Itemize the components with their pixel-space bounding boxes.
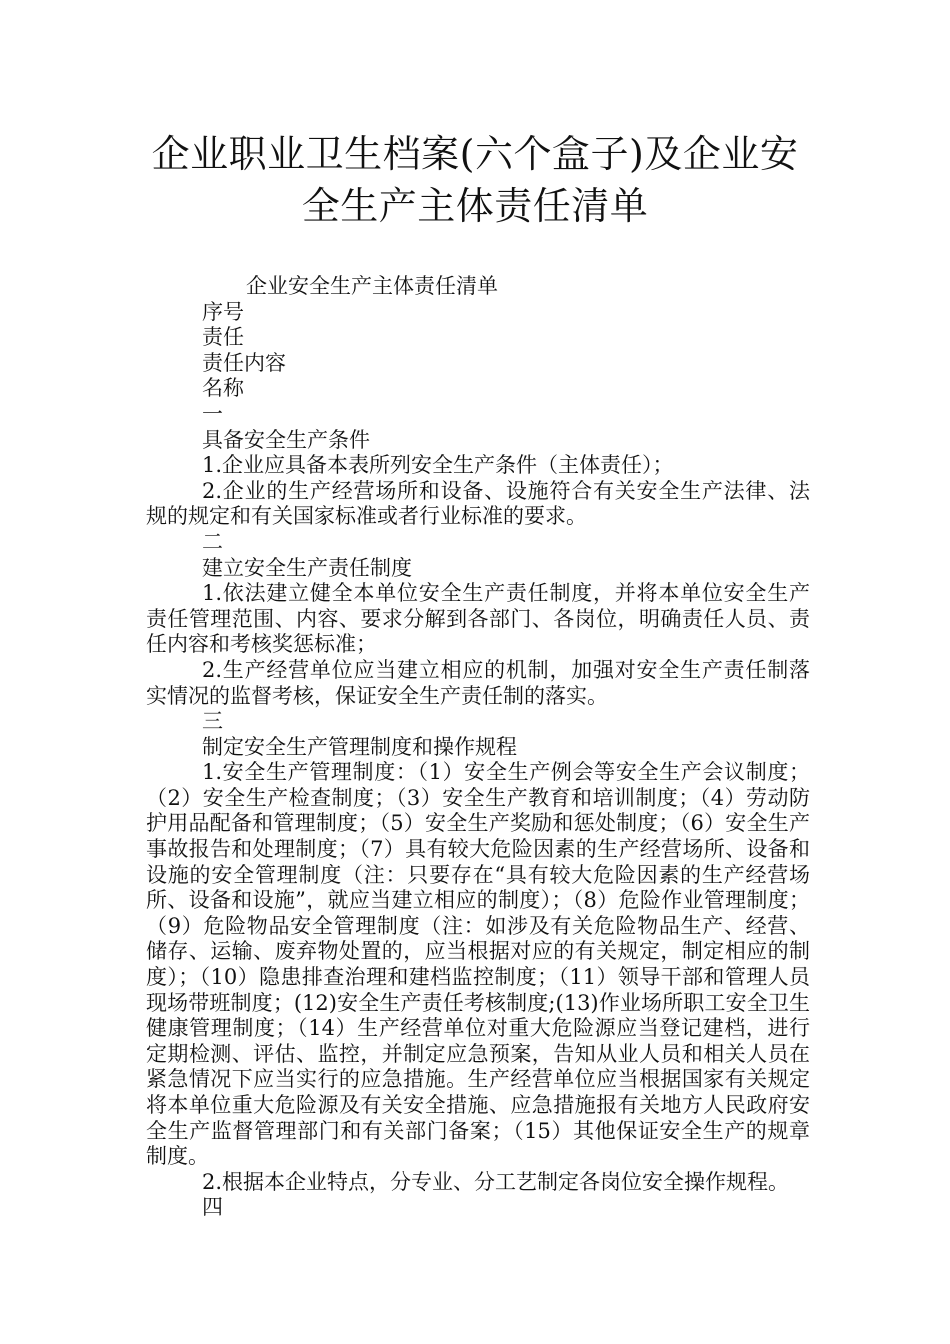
section-item: 1.安全生产管理制度：（1）安全生产例会等安全生产会议制度；（2）安全生产检查制度；（3）安全生产教育和培训制度；（4）劳动防护用品配备和管理制度；（5）安全生产奖励和惩处制度；（6）安全生产事故报告和处理制度；（7）具有较大危险因素的生产经营场所、设备和设施的安全管理制度（注：只要存在“具有较大危险因素的生产经营场所、设备和设施”，就应当建立相应的制度）；（8）危险作业管理制度；（9）危险物品安全管理制度（注：如涉及有关危险物品生产、经营、储存、运输、废弃物处置的，应当根据对应的有关规定，制定相应的制度）；（10）隐患排查治理和建档监控制度；（11）领导干部和管理人员现场带班制度；(12)安全生产责任考核制度;(13)作业场所职工安全卫生健康管理制度；（14）生产经营单位对重大危险源应当登记建档，进行定期检测、评估、监控，并制定应急预案，告知从业人员和相关人员在紧急情况下应当实行的应急措施。生产经营单位应当根据国家有关规定将本单位重大危险源及有关安全措施、应急措施报有关地方人民政府安全生产监督管理部门和有关部门备案；（15）其他保证安全生产的规章制度。: [146, 760, 810, 1169]
header-cell-name: 名称: [202, 376, 244, 401]
header-cell-serial: 序号: [202, 299, 244, 324]
section-name: 具备安全生产条件: [202, 427, 370, 452]
section-number: 四: [202, 1195, 223, 1220]
section-name: 建立安全生产责任制度: [202, 555, 412, 580]
section-item: 2.生产经营单位应当建立相应的机制，加强对安全生产责任制落实情况的监督考核，保证安全生产责任制的落实。: [146, 657, 810, 708]
document-title: 企业职业卫生档案(六个盒子)及企业安全生产主体责任清单: [151, 132, 799, 228]
section-item: 1.企业应具备本表所列安全生产条件（主体责任）；: [202, 453, 674, 478]
document-body: [146, 274, 810, 1221]
section-number: 三: [202, 709, 223, 734]
section-number: 二: [202, 529, 223, 554]
section-name: 制定安全生产管理制度和操作规程: [202, 734, 517, 759]
section-item: 1.依法建立健全本单位安全生产责任制度，并将本单位安全生产责任管理范围、内容、要求分解到各部门、各岗位，明确责任人员、责任内容和考核奖惩标准；: [146, 581, 810, 657]
section-number: 一: [202, 401, 223, 426]
header-cell-content: 责任内容: [202, 350, 286, 375]
header-cell-responsibility: 责任: [202, 325, 244, 350]
section-item: 2.根据本企业特点，分专业、分工艺制定各岗位安全操作规程。: [202, 1169, 790, 1194]
list-title: 企业安全生产主体责任清单: [246, 274, 498, 298]
section-item: 2.企业的生产经营场所和设备、设施符合有关安全生产法律、法规的规定和有关国家标准或者行业标准的要求。: [146, 478, 810, 529]
